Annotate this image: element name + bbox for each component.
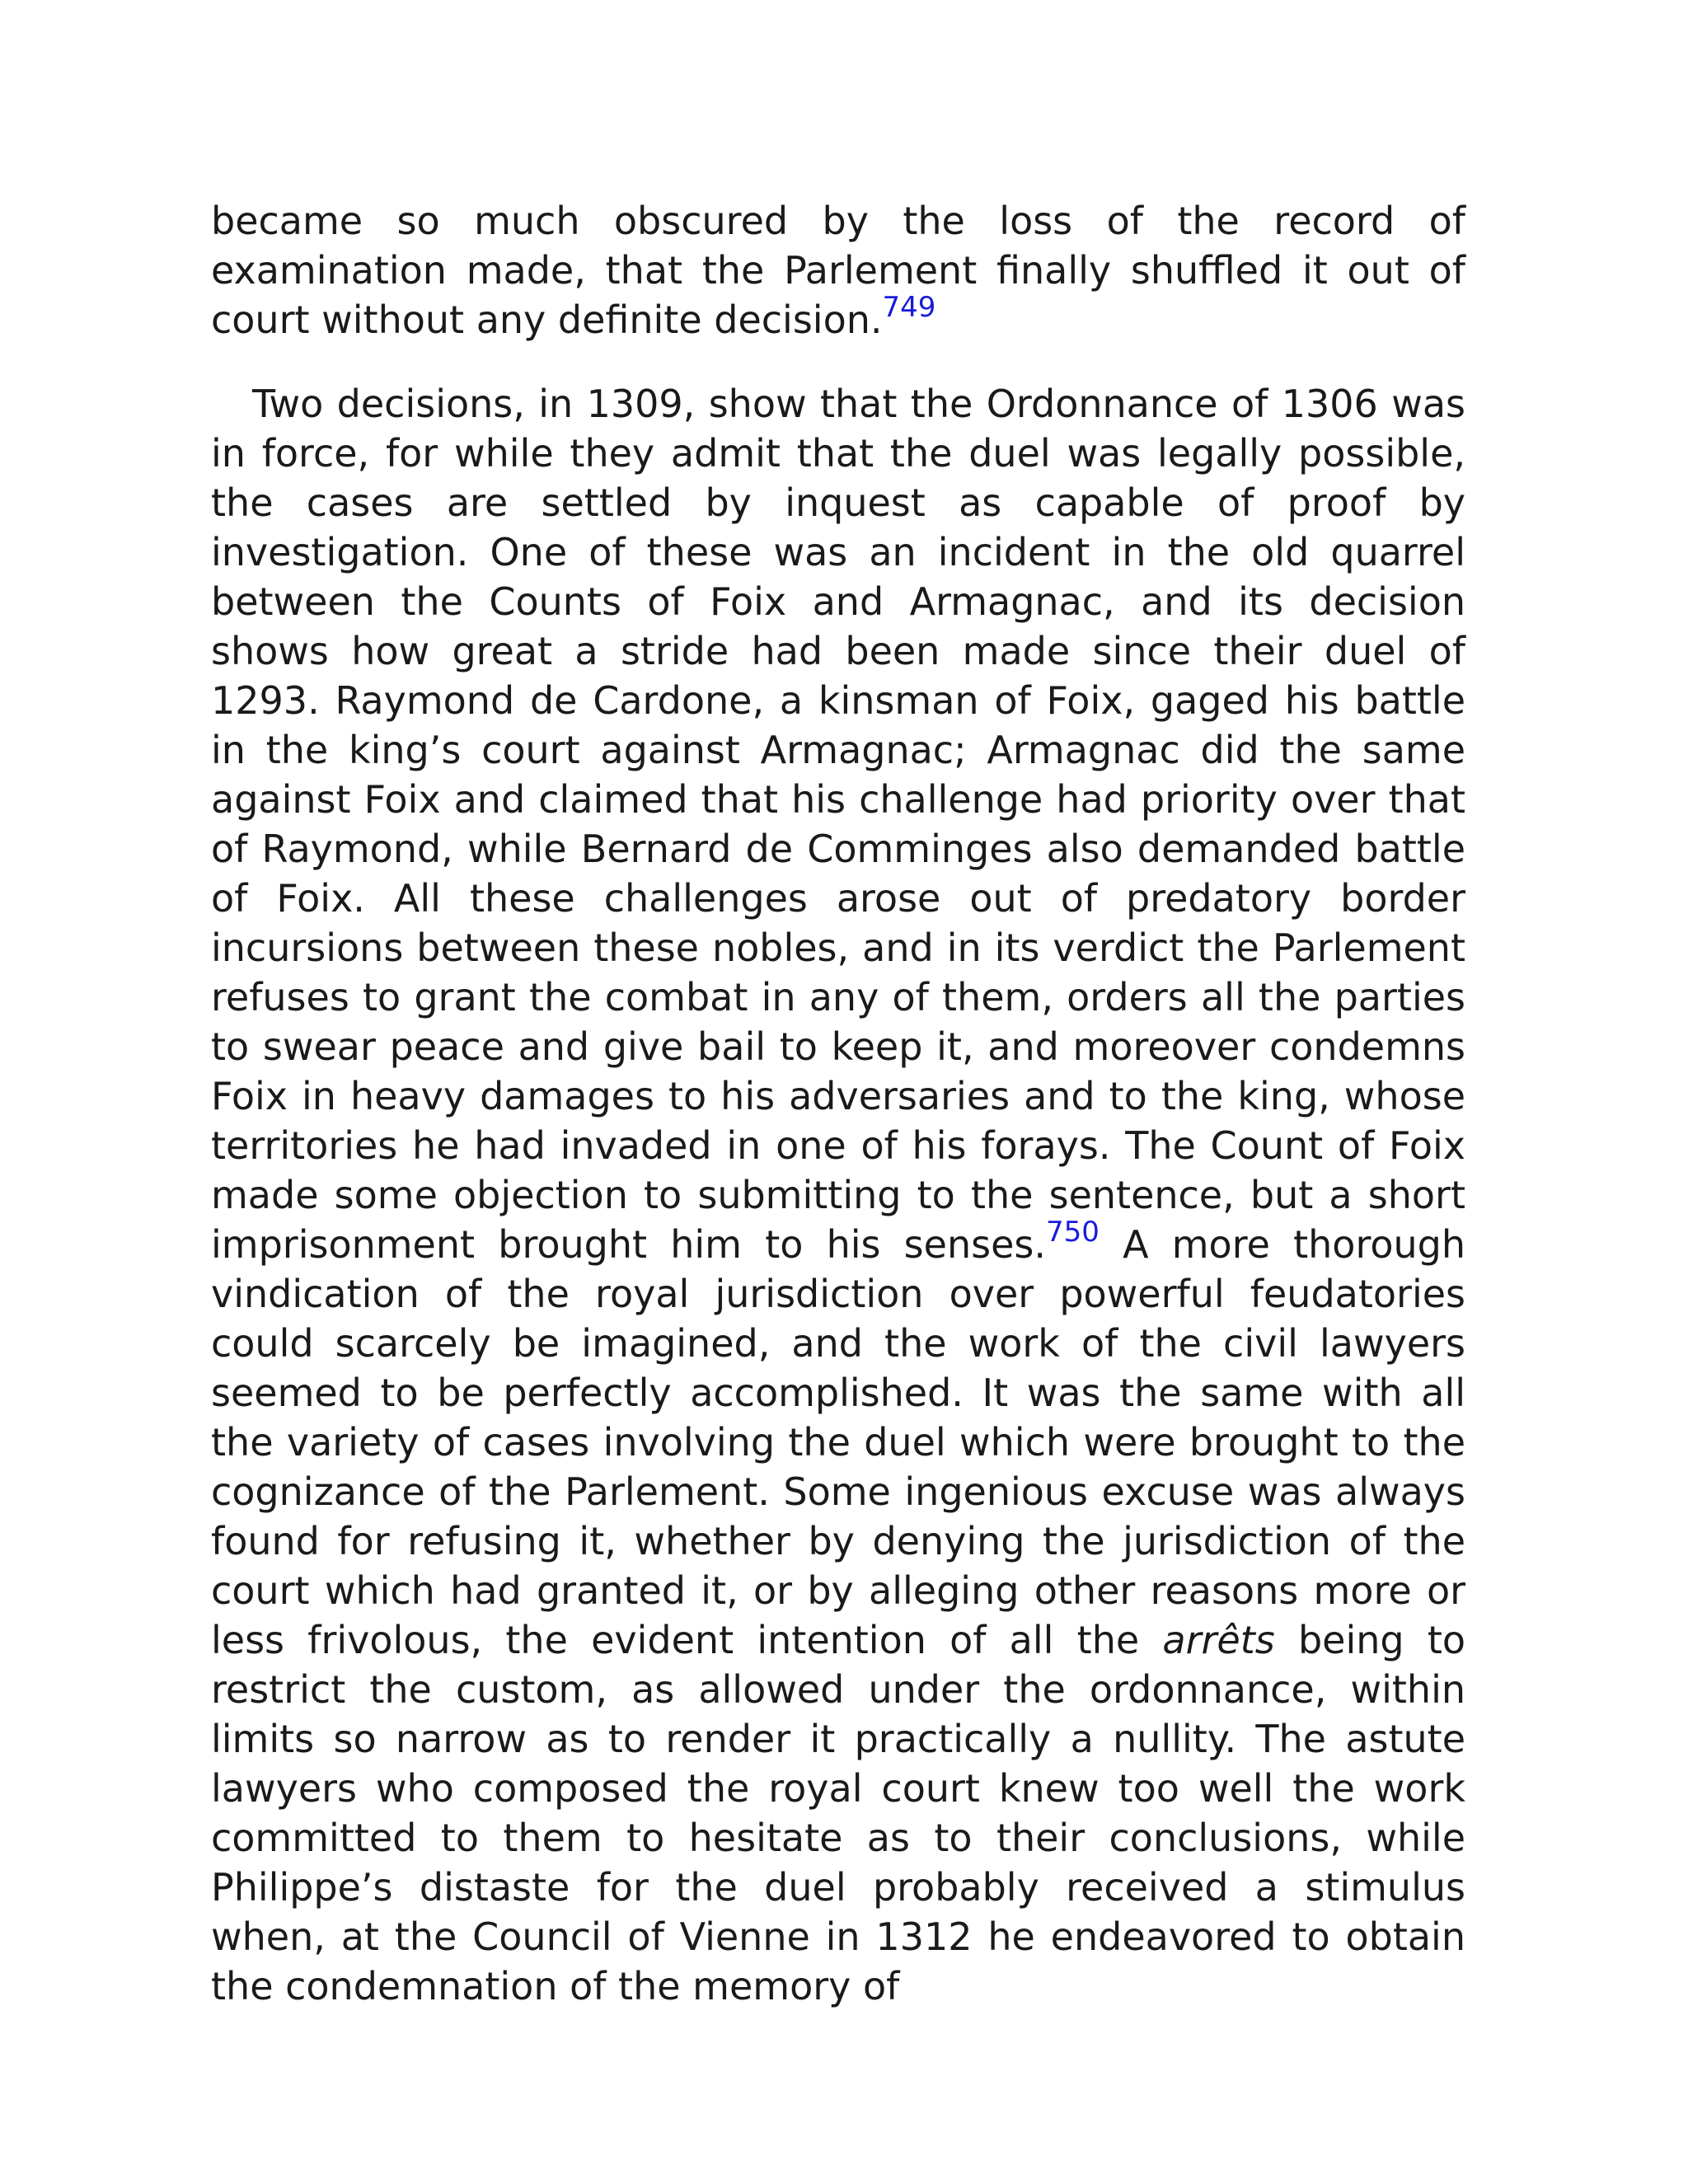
paragraph — [211, 379, 1465, 2011]
paragraph — [211, 196, 1465, 344]
page-body — [211, 196, 1465, 2011]
paragraph-text: A more thorough vindication of the royal jurisdiction over powerful feudatories could scarcely be imagined, and the work of the civil lawyers seemed to be perfectly accomplished. It was the same with all the variety of cases involving the duel which were brought to the cognizance of the Parlement. Some ingenious excuse was always found for refusing it, whether by denying the jurisdiction of the court which had granted it, or by alleging other reasons more or less frivolous, the evident intention of all the — [211, 1222, 1465, 1662]
paragraph-text: became so much obscured by the loss of the record of examination made, that the Parlement finally shuffled it out of court without any definite decision. — [211, 199, 1465, 342]
paragraph-text: Two decisions, in 1309, show that the Ordonnance of 1306 was in force, for while they admit that the duel was legally possible, the cases are settled by inquest as capable of proof by investigation. One of these was an incident in the old quarrel between the Counts of Foix and Armagnac, and its decision shows how great a stride had been made since their duel of 1293. Raymond de Cardone, a kinsman of Foix, gaged his battle in the king’s court against Armagnac; Armagnac did the same against Foix and claimed that his challenge had priority over that of Raymond, while Bernard de Comminges also demanded battle of Foix. All these challenges arose out of predatory border incursions between these nobles, and in its verdict the Parlement refuses to grant the combat in any of them, orders all the parties to swear peace and give bail to keep it, and moreover condemns Foix in heavy damages to his adversaries and to the king, whose territories he had invaded in one of his forays. The Count of Foix made some objection to submitting to the sentence, but a short imprisonment brought him to his senses. — [211, 382, 1465, 1267]
footnote-link-749[interactable]: 749 — [882, 291, 936, 324]
paragraph-text: being to restrict the custom, as allowed under the ordonnance, within limits so narrow as to render it practically a nullity. The astute lawyers who composed the royal court knew too well the work committed to them to hesitate as to their conclusions, while Philippe’s distaste for the duel probably received a stimulus when, at the Council of Vienne in 1312 he endeavored to obtain the condemnation of the memory of — [211, 1618, 1465, 2008]
italic-term: arrêts — [1162, 1618, 1275, 1662]
footnote-link-750[interactable]: 750 — [1045, 1216, 1100, 1249]
